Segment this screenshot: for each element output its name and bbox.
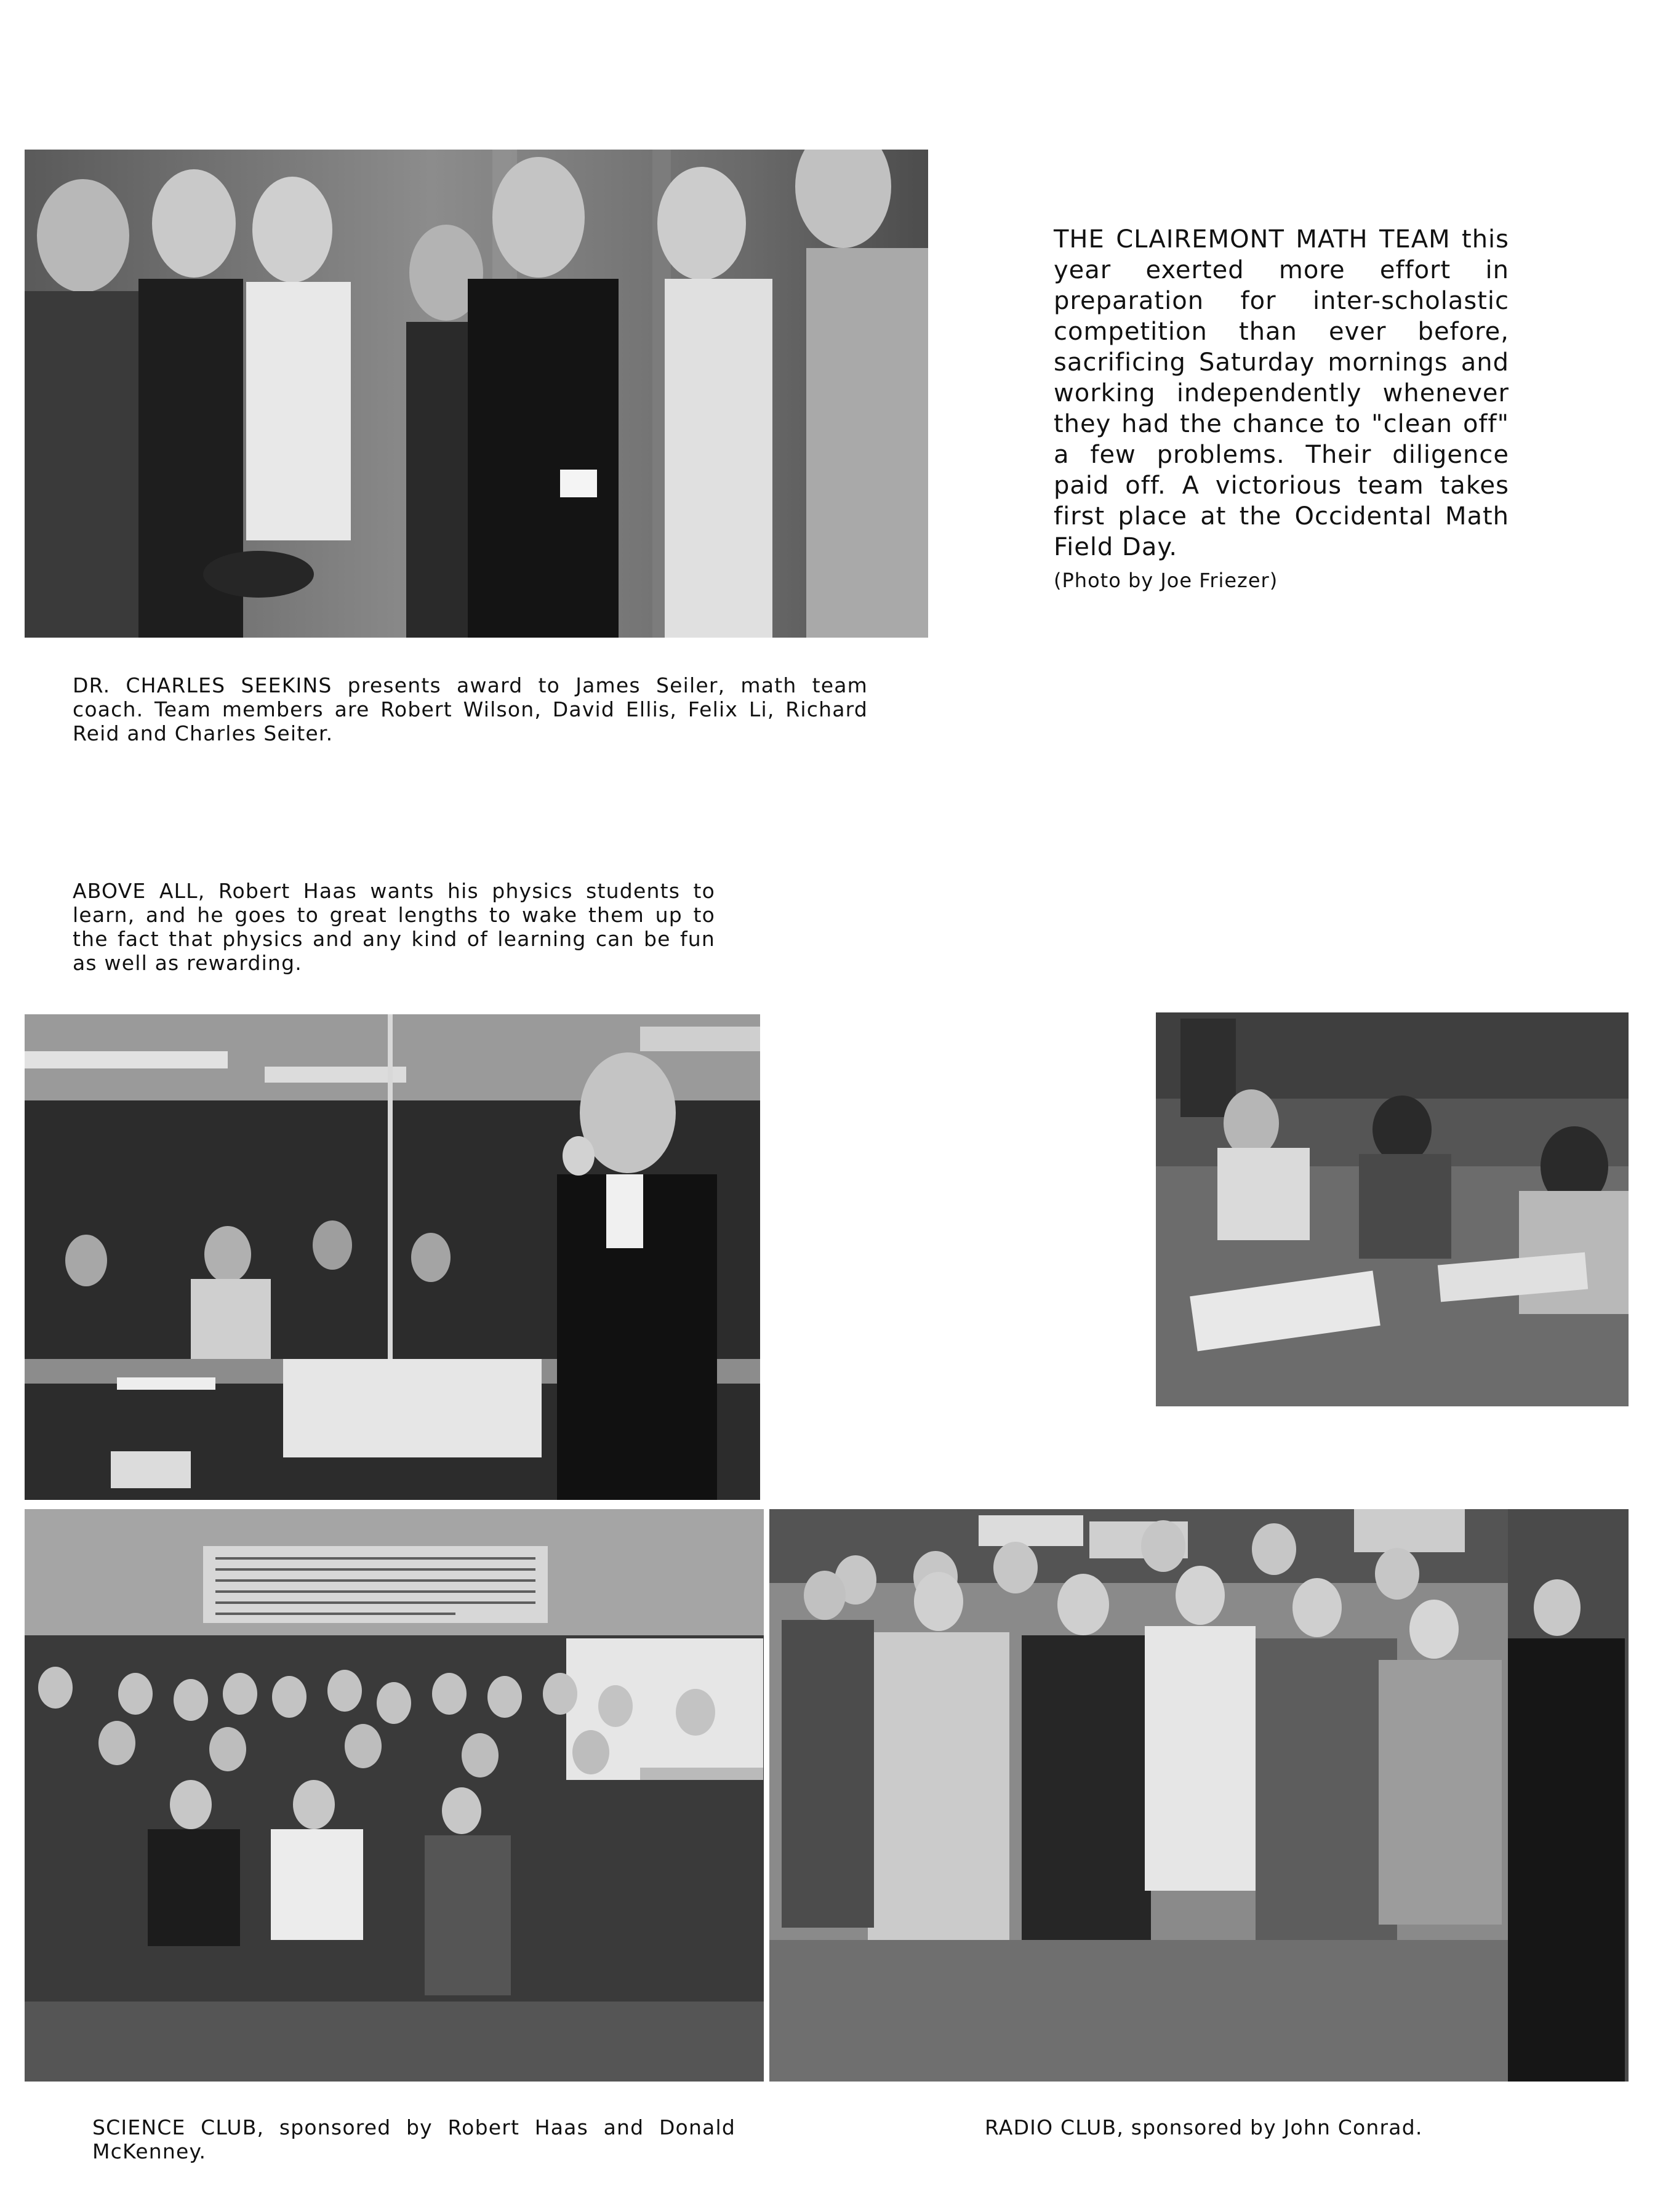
physics-class-photo — [25, 1014, 760, 1500]
physics-class-photo-image — [25, 1014, 760, 1500]
math-team-caption-lead: THE CLAIREMONT MATH TEAM — [1054, 225, 1451, 254]
math-team-caption — [1054, 224, 1509, 563]
radio-club-caption-body: sponsored by John Conrad. — [1124, 2115, 1423, 2139]
seekins-caption — [73, 673, 868, 745]
radio-club-photo-image — [769, 1509, 1629, 2082]
seekins-caption-lead: DR. CHARLES SEEKINS — [73, 673, 332, 697]
radio-club-group-photo — [769, 1509, 1629, 2082]
math-team-photo-image — [25, 150, 928, 638]
math-team-caption-body: this year exerted more effort in preparation for inter-scholastic competition than ever before, sacrificing Saturday mornings and working independently whenever they had the chance to "clean off" a few problems. Their diligence paid off. A victorious team takes first place at the Occidental Math Field Day. — [1054, 225, 1509, 561]
haas-caption — [73, 879, 715, 975]
science-club-caption-body: sponsored by Robert Haas and Donald McKenney. — [92, 2115, 735, 2163]
science-club-caption-lead: SCIENCE CLUB, — [92, 2115, 265, 2139]
science-club-photo-image — [25, 1509, 764, 2082]
radio-club-caption — [985, 2115, 1539, 2139]
photo-credit: (Photo by Joe Friezer) — [1054, 569, 1278, 592]
students-testing-photo-image — [1156, 1012, 1629, 1406]
seekins-caption-body: presents award to James Seiler, math team coach. Team members are Robert Wilson, David Ellis, Felix Li, Richard Reid and Charles Seiter. — [73, 673, 868, 745]
science-club-group-photo — [25, 1509, 764, 2082]
science-club-caption — [92, 2115, 735, 2163]
haas-caption-lead: ABOVE ALL, — [73, 879, 206, 903]
radio-club-caption-lead: RADIO CLUB, — [985, 2115, 1124, 2139]
students-testing-photo — [1156, 1012, 1629, 1406]
math-team-award-photo — [25, 150, 928, 638]
haas-caption-body: Robert Haas wants his physics students to learn, and he goes to great lengths to wake them up to the fact that physics and any kind of learning can be fun as well as rewarding. — [73, 879, 715, 975]
